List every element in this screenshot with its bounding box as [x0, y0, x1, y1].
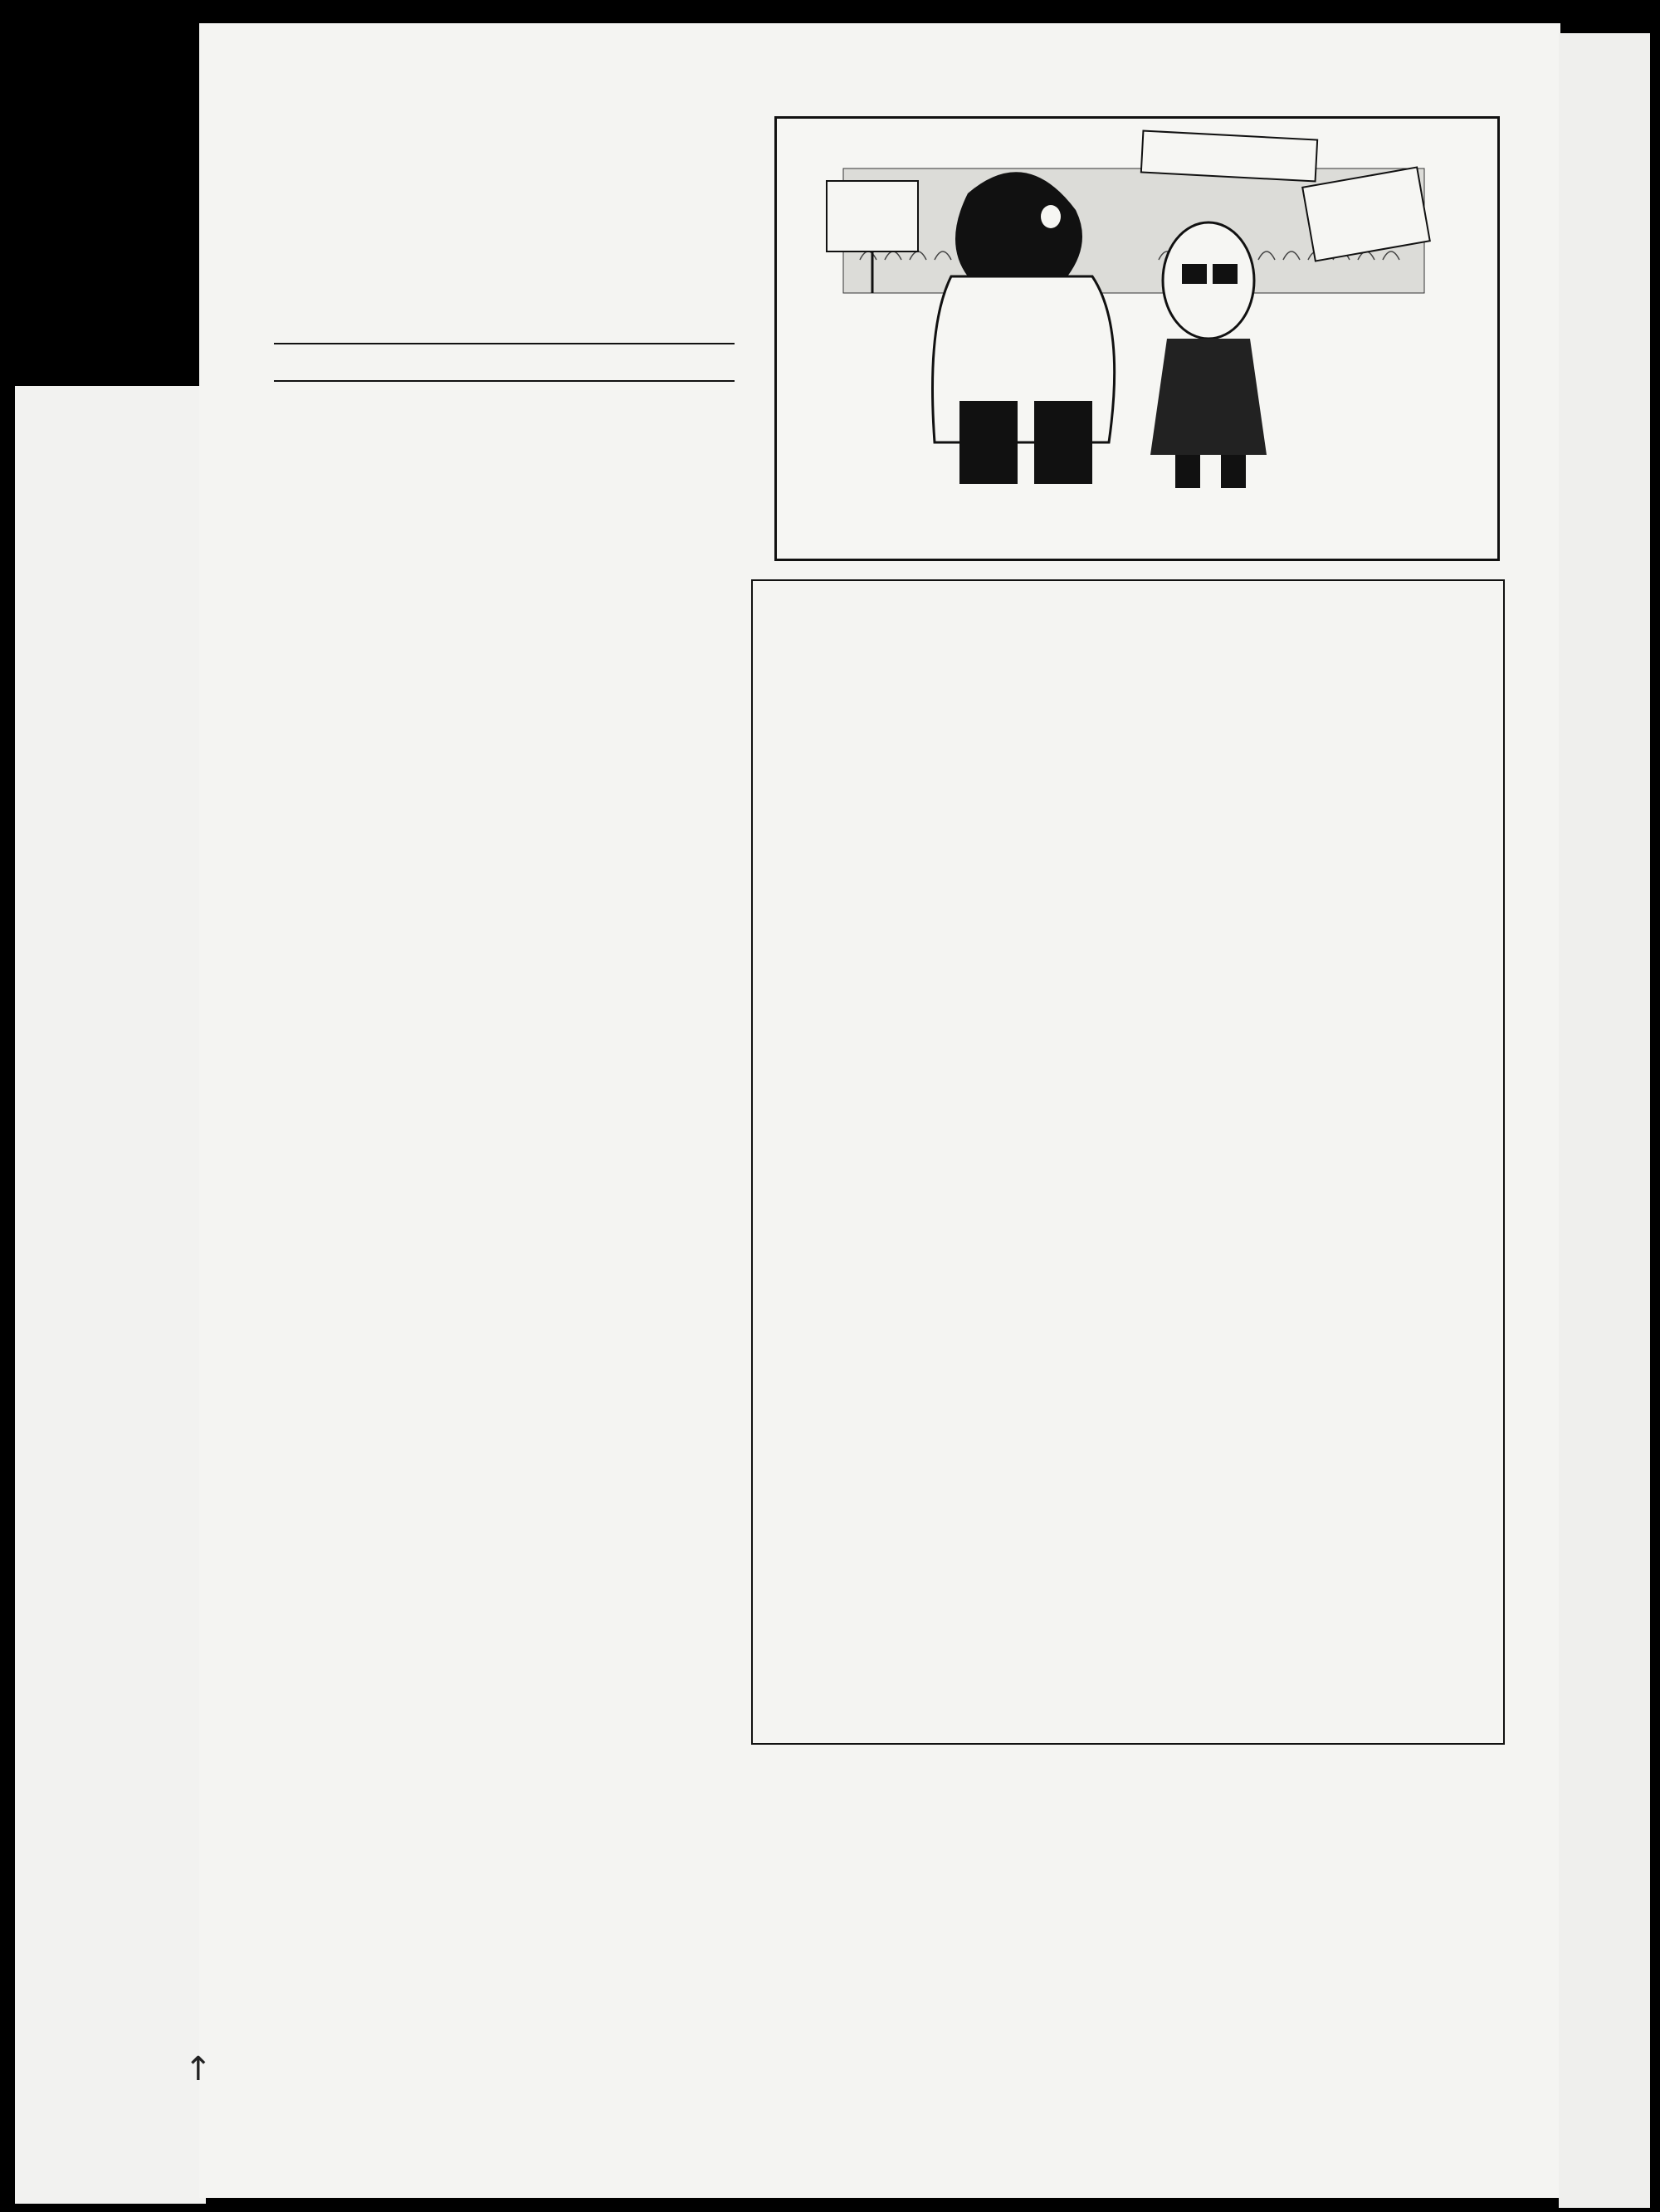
protest-sign — [827, 181, 918, 251]
divider — [274, 343, 735, 344]
editorial-column-2 — [521, 538, 745, 1696]
signature — [1245, 696, 1473, 710]
divider — [274, 380, 735, 382]
signature — [759, 669, 986, 684]
adjacent-page-right — [1559, 33, 1650, 2208]
begin-figure-head — [1163, 222, 1254, 339]
forum-column-1 — [759, 662, 986, 1733]
forum-column-2 — [1002, 662, 1230, 1733]
forum-column-3 — [1245, 662, 1473, 1733]
editorial-cartoon — [774, 116, 1500, 561]
editorial-column-1 — [278, 538, 513, 1696]
adjacent-page-left — [15, 386, 206, 2204]
signature — [1002, 669, 1230, 699]
signature — [1002, 710, 1230, 725]
cartoon-drawing — [777, 119, 1497, 501]
up-arrow-icon: ↑ — [184, 2050, 212, 2088]
protest-sign — [1141, 131, 1317, 182]
signature — [1245, 669, 1473, 684]
begin-figure-body — [1150, 339, 1267, 455]
